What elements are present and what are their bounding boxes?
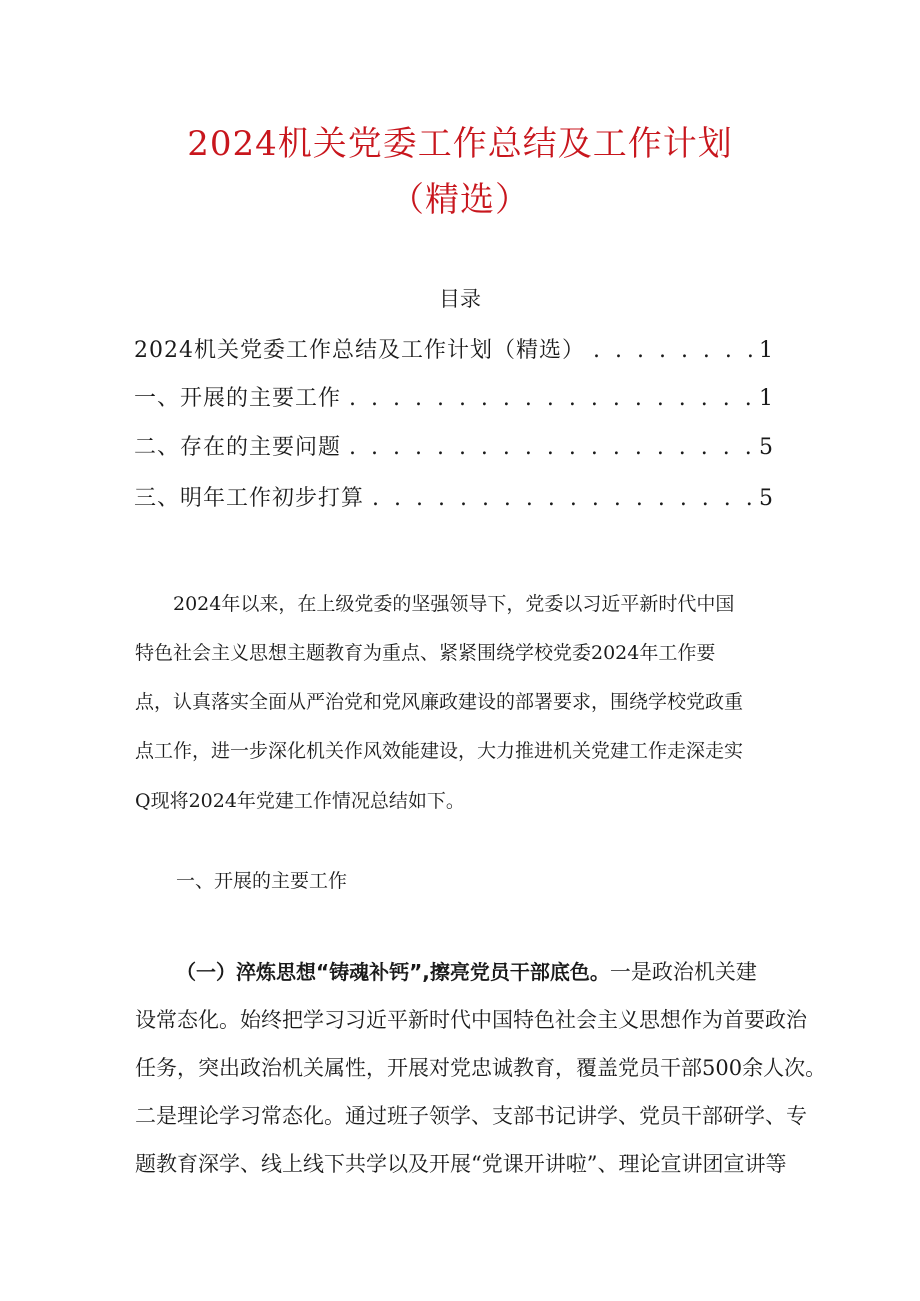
toc-entry[interactable] [134,430,774,460]
subsection-paragraph-line: 设常态化。始终把学习习近平新时代中国特色社会主义思想作为首要政治 [135,1008,807,1032]
toc-dot-leader [349,435,755,460]
intro-paragraph-line: Q现将2024年党建工作情况总结如下。 [135,790,465,812]
subsection-text: 一是政治机关建 [609,960,757,984]
section-heading: 一、开展的主要工作 [176,870,348,892]
toc-entry[interactable] [134,481,774,511]
toc-entry[interactable] [134,333,774,363]
subsection-paragraph-line: 任务，突出政治机关属性，开展对党忠诚教育，覆盖党员干部500余人次。 [135,1056,827,1080]
document-title: 2024机关党委工作总结及工作计划 [187,124,733,164]
toc-entry-label: 二、存在的主要问题 [134,435,342,460]
toc-dot-leader [349,386,755,411]
toc-entry-label: 2024机关党委工作总结及工作计划（精选） [134,338,585,363]
subsection-paragraph-line [176,956,757,986]
subsection-heading: （一）淬炼思想“铸魂补钙”,擦亮党员干部底色。 [176,960,610,984]
subsection-paragraph-line: 二是理论学习常态化。通过班子领学、支部书记讲学、党员干部研学、专 [135,1104,807,1128]
intro-paragraph-line: 2024年以来，在上级党委的坚强领导下，党委以习近平新时代中国 [135,593,735,615]
toc-dot-leader [372,486,755,511]
toc-entry-page: 5 [759,486,774,511]
toc-dot-leader [593,338,755,363]
intro-paragraph-line: 特色社会主义思想主题教育为重点、紧紧围绕学校党委2024年工作要 [135,642,716,664]
intro-paragraph-line: 点工作，进一步深化机关作风效能建设，大力推进机关党建工作走深走实 [135,740,744,762]
document-title-subtitle: （精选） [390,180,530,220]
toc-entry-label: 一、开展的主要工作 [134,386,342,411]
toc-entry-page: 1 [759,338,774,363]
toc-entry-label: 三、明年工作初步打算 [134,486,365,511]
toc-heading: 目录 [439,287,481,311]
toc-entry-page: 5 [759,435,774,460]
intro-paragraph-line: 点，认真落实全面从严治党和党风廉政建设的部署要求，围绕学校党政重 [135,691,744,713]
toc-entry-page: 1 [759,386,774,411]
toc-entry[interactable] [134,381,774,411]
subsection-paragraph-line: 题教育深学、线上线下共学以及开展“党课开讲啦”、理论宣讲团宣讲等 [135,1152,787,1176]
